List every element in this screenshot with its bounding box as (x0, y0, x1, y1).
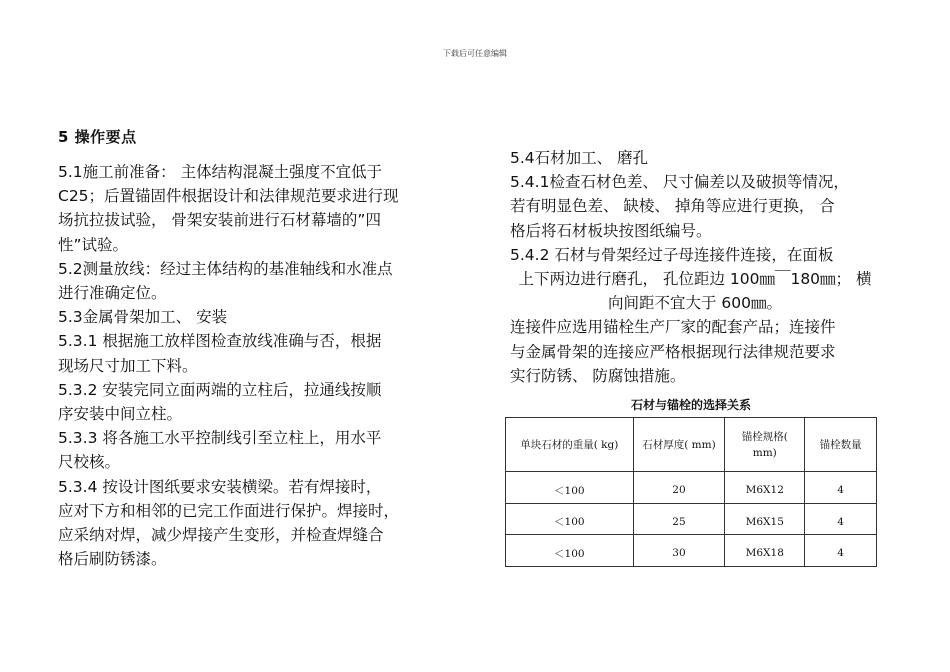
left-column (58, 160, 418, 571)
right-line: 实行防锈、 防腐蚀措施。 (510, 366, 686, 385)
left-line: 5.1施工前准备： 主体结构混凝土强度不宜低于 (58, 163, 383, 181)
left-line: 进行准确定位。 (58, 284, 167, 303)
cell-anchor-spec: M6X15 (725, 503, 805, 535)
left-line: 场抗拉拔试验， 骨架安装前进行石材幕墙的”四 (58, 211, 381, 230)
header-anchor-count: 锚栓数量 (805, 418, 877, 472)
header-thickness: 石材厚度( mm) (633, 418, 725, 472)
left-line: 5.3.4 按设计图纸要求安装横梁。若有焊接时， (58, 477, 382, 496)
left-line: C25；后置锚固件根据设计和法律规范要求进行现 (58, 187, 399, 206)
left-line: 序安装中间立柱。 (58, 405, 183, 424)
right-line: 向间距不宜大于 600㎜。 (607, 294, 782, 313)
cell-anchor-count: 4 (805, 503, 877, 535)
table-row (506, 535, 877, 567)
header-anchor-spec-line1: 锚栓规格( (741, 430, 788, 443)
cell-thickness: 30 (633, 535, 725, 567)
right-line: 格后将石材板块按图纸编号。 (510, 221, 712, 240)
left-line: 5.3.2 安装完同立面两端的立柱后，拉通线按顺 (58, 380, 382, 399)
header-weight: 单块石材的重量( kg) (506, 418, 634, 472)
left-line: 5.3.1 根据施工放样图检查放线准确与否，根据 (58, 332, 382, 351)
cell-anchor-spec: M6X12 (725, 472, 805, 504)
right-line: 5.4石材加工、 磨孔 (510, 149, 649, 167)
right-line: 若有明显色差、 缺棱、 掉角等应进行更换， 合 (510, 197, 835, 216)
header-note: 下载后可任意编辑 (443, 49, 507, 58)
right-line: 5.4.1检查石材色差、 尺寸偏差以及破损等情况， (510, 173, 849, 192)
right-line: 与金属骨架的连接应严格根据现行法律规范要求 (510, 342, 836, 361)
cell-thickness: 25 (633, 503, 725, 535)
left-line: 现场尺寸加工下料。 (58, 356, 198, 375)
cell-weight: ＜100 (506, 472, 634, 504)
anchor-selection-table (505, 417, 877, 567)
header-anchor-spec (725, 418, 805, 472)
section-title: 5 操作要点 (58, 128, 137, 146)
right-line: 5.4.2 石材与骨架经过子母连接件连接，在面板 (510, 245, 834, 264)
left-line: 5.2测量放线：经过主体结构的基准轴线和水准点 (58, 259, 393, 278)
left-line: 应采纳对焊，减少焊接产生变形，并检查焊缝合 (58, 526, 384, 545)
cell-weight: ＜100 (506, 503, 634, 535)
cell-thickness: 20 (633, 472, 725, 504)
left-line: 5.3.3 将各施工水平控制线引至立柱上，用水平 (58, 429, 382, 448)
table-header-row (506, 418, 877, 472)
left-line: 性”试验。 (58, 235, 129, 254)
cell-anchor-count: 4 (805, 472, 877, 504)
right-column (510, 146, 880, 388)
cell-anchor-spec: M6X18 (725, 535, 805, 567)
left-line: 格后刷防锈漆。 (58, 550, 167, 569)
cell-weight: ＜100 (506, 535, 634, 567)
cell-anchor-count: 4 (805, 535, 877, 567)
header-anchor-spec-line2: mm) (752, 446, 777, 459)
table-caption: 石材与锚栓的选择关系 (630, 398, 751, 412)
right-line: 连接件应选用锚栓生产厂家的配套产品；连接件 (510, 318, 836, 337)
left-line: 尺校核。 (58, 453, 121, 472)
left-line: 5.3金属骨架加工、 安装 (58, 308, 228, 327)
right-line: 上下两边进行磨孔， 孔位距边 100㎜￣180㎜； 横 (518, 270, 872, 289)
left-line: 应对下方和相邻的已完工作面进行保护。焊接时， (58, 501, 400, 520)
table-row (506, 503, 877, 535)
table-row (506, 472, 877, 504)
